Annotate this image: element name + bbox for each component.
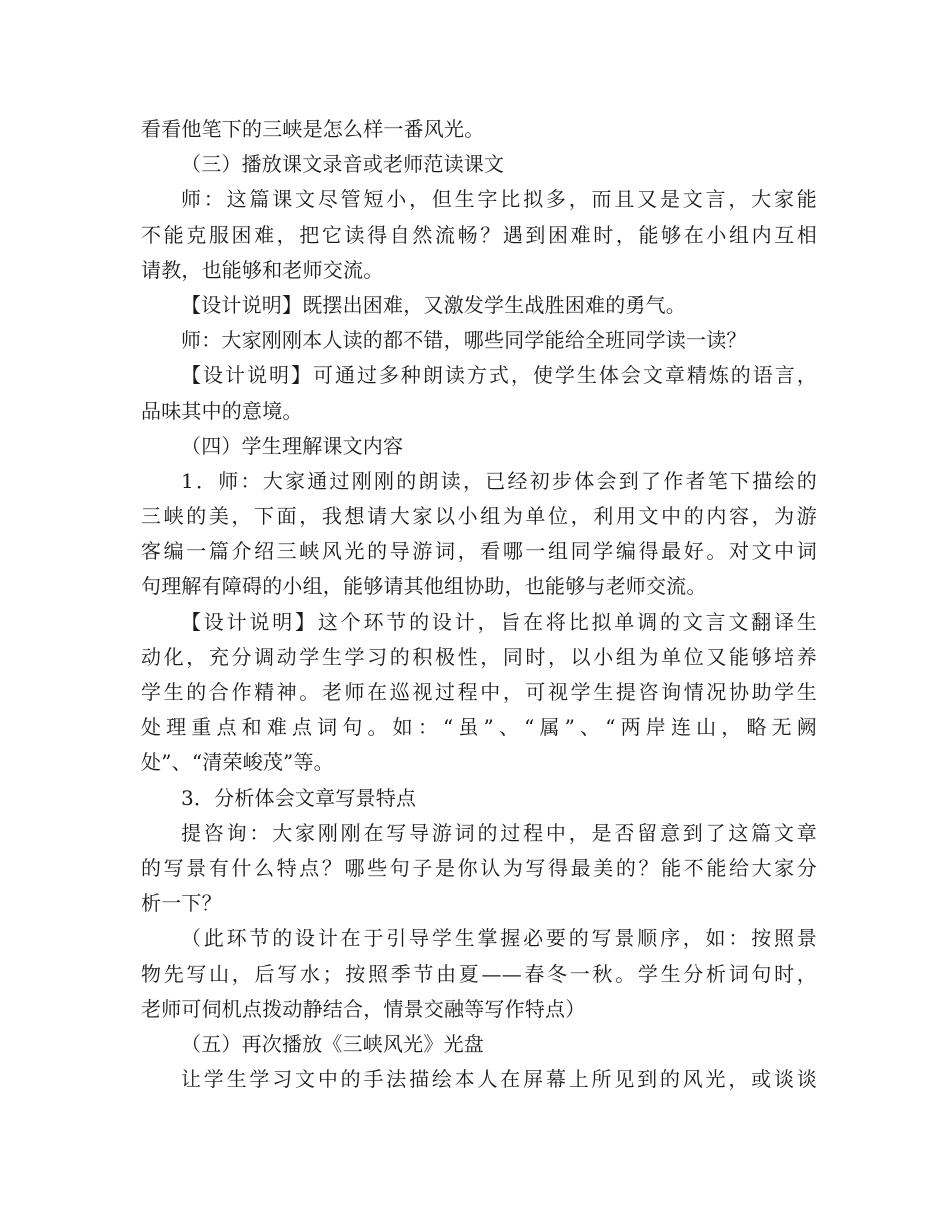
section-heading-5: （五）再次播放《三峡风光》光盘	[181, 1031, 484, 1056]
text-line: 客编一篇介绍三峡风光的导游词，看哪一组同学编得最好。对文中词	[141, 539, 817, 564]
text-line: 1．师：大家通过刚刚的朗读，已经初步体会到了作者笔下描绘的	[181, 468, 817, 493]
text-line: 句理解有障碍的小组，能够请其他组协助，也能够与老师交流。	[141, 574, 707, 599]
text-line: 析一下？	[141, 891, 222, 916]
text-line: 不能克服困难，把它读得自然流畅？遇到困难时，能够在小组内互相	[141, 222, 817, 247]
design-note: 【设计说明】既摆出困难，又激发学生战胜困难的勇气。	[181, 292, 686, 317]
text-line: 提咨询：大家刚刚在写导游词的过程中，是否留意到了这篇文章	[181, 820, 817, 845]
text-line: 请教，也能够和老师交流。	[141, 257, 384, 282]
design-note: 【设计说明】这个环节的设计，旨在将比拟单调的文言文翻译生	[181, 609, 817, 634]
text-line: 师：大家刚刚本人读的都不错，哪些同学能给全班同学读一读？	[181, 328, 747, 353]
text-line: 师：这篇课文尽管短小，但生字比拟多，而且又是文言，大家能	[181, 187, 817, 212]
text-line: 让学生学习文中的手法描绘本人在屏幕上所见到的风光，或谈谈	[181, 1067, 817, 1092]
text-line: 物先写山，后写水；按照季节由夏——春冬一秋。学生分析词句时，	[141, 961, 817, 986]
text-line: 处”、“清荣峻茂”等。	[141, 750, 334, 775]
text-line: 看看他笔下的三峡是怎么样一番风光。	[141, 117, 485, 141]
text-line: 品味其中的意境。	[141, 398, 303, 423]
text-line: 处理重点和难点词句。如：“虽”、“属”、“两岸连山，略无阙	[141, 715, 817, 740]
design-note: 【设计说明】可通过多种朗读方式，使学生体会文章精炼的语言，	[181, 363, 817, 388]
section-heading-4: （四）学生理解课文内容	[181, 433, 404, 458]
document-page	[141, 112, 817, 1097]
text-line: 老师可伺机点拨动静结合，情景交融等写作特点）	[141, 996, 586, 1021]
text-line: 动化，充分调动学生学习的积极性，同时，以小组为单位又能够培养	[141, 644, 817, 669]
text-line: 的写景有什么特点？哪些句子是你认为写得最美的？能不能给大家分	[141, 855, 817, 880]
text-line: 学生的合作精神。老师在巡视过程中，可视学生提咨询情况协助学生	[141, 680, 817, 704]
subsection-heading-3: 3．分析体会文章写景特点	[181, 785, 417, 810]
text-line: 三峡的美，下面，我想请大家以小组为单位，利用文中的内容，为游	[141, 504, 817, 529]
text-line: （此环节的设计在于引导学生掌握必要的写景顺序，如：按照景	[181, 926, 817, 951]
section-heading-3: （三）播放课文录音或老师范读课文	[181, 152, 505, 177]
